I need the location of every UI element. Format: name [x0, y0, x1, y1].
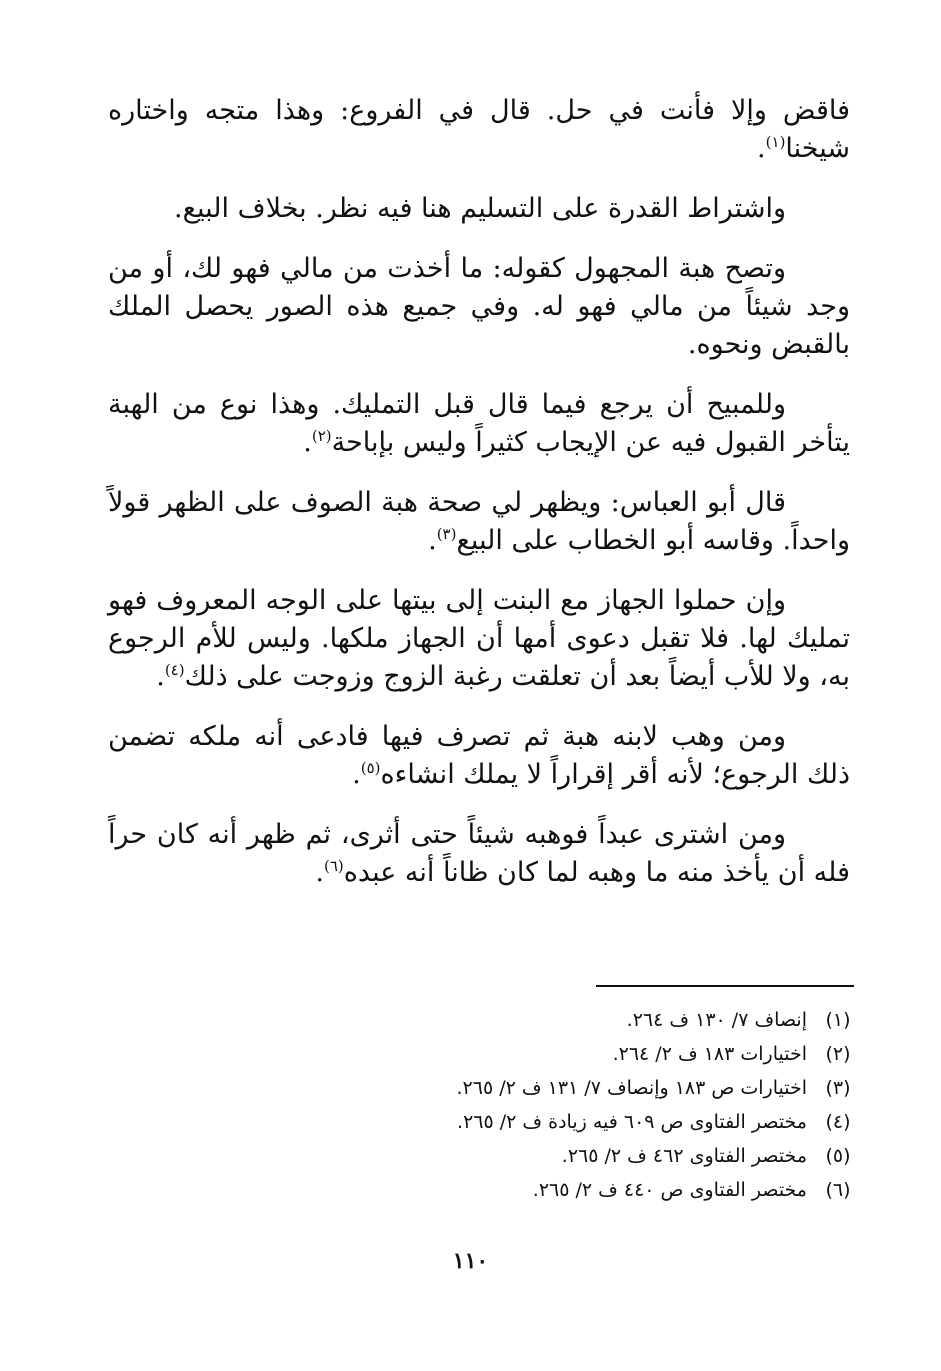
footnote-text: مختصر الفتاوى ٤٦٢ ف ٢/ ٢٦٥.	[561, 1145, 807, 1167]
paragraph-3: وتصح هبة المجهول كقوله: ما أخذت من مالي فهو لك، أو من وجد شيئاً من مالي فهو له. وفي جميع هذه الصور يحصل الملك بالقبض ونحوه.	[108, 253, 850, 360]
footnote-2	[295, 1037, 855, 1071]
footnote-ref-4: (٤)	[164, 661, 185, 679]
main-text	[108, 92, 850, 914]
footnote-text: اختيارات ص ١٨٣ وإنصاف ٧/ ١٣١ ف ٢/ ٢٦٥.	[456, 1077, 807, 1099]
footnote-text: مختصر الفتاوى ص ٦٠٩ فيه زيادة ف ٢/ ٢٦٥.	[457, 1111, 807, 1133]
footnote-3	[295, 1071, 855, 1105]
footnote-ref-3: (٣)	[436, 525, 457, 543]
footnote-text: اختيارات ١٨٣ ف ٢/ ٢٦٤.	[612, 1043, 807, 1065]
footnote-number: (٢)	[825, 1043, 851, 1065]
paragraph-4: وللمبيح أن يرجع فيما قال قبل التمليك. وهذا نوع من الهبة يتأخر القبول فيه عن الإيجاب كثيراً وليس بإباحة$^{(٢)}$.	[108, 389, 850, 458]
footnote-number: (٥)	[825, 1145, 851, 1167]
footnote-ref-1: (١)	[765, 133, 786, 151]
footnote-text: مختصر الفتاوى ص ٤٤٠ ف ٢/ ٢٦٥.	[532, 1179, 807, 1201]
paragraph-8: ومن اشترى عبداً فوهبه شيئاً حتى أثرى، ثم ظهر أنه كان حراً فله أن يأخذ منه ما وهبه لما كان ظاناً أنه عبده$^{(٦)}$.	[108, 819, 850, 888]
footnote-ref-5: (٥)	[360, 759, 381, 777]
footnote-number: (٤)	[825, 1111, 851, 1133]
page-number: ١١٠	[452, 1248, 489, 1274]
footnote-1	[295, 1003, 855, 1037]
footnote-ref-2: (٢)	[311, 427, 332, 445]
footnote-number: (١)	[825, 1009, 851, 1031]
footnote-ref-6: (٦)	[323, 857, 344, 875]
footnote-4	[295, 1105, 855, 1139]
footnote-6	[295, 1173, 855, 1207]
paragraph-2: واشتراط القدرة على التسليم هنا فيه نظر. بخلاف البيع.	[174, 193, 786, 224]
paragraph-5: قال أبو العباس: ويظهر لي صحة هبة الصوف على الظهر قولاً واحداً. وقاسه أبو الخطاب على البيع$^{(٣)}$.	[108, 487, 850, 556]
footnote-text: إنصاف ٧/ ١٣٠ ف ٢٦٤.	[626, 1009, 807, 1031]
paragraph-1: فاقض وإلا فأنت في حل. قال في الفروع: وهذا متجه واختاره شيخنا$^{(١)}$.	[108, 95, 850, 164]
footnote-number: (٣)	[825, 1077, 851, 1099]
paragraph-7: ومن وهب لابنه هبة ثم تصرف فيها فادعى أنه ملكه تضمن ذلك الرجوع؛ لأنه أقر إقراراً لا يملك انشاءه$^{(٥)}$.	[108, 721, 850, 790]
footnotes-list	[295, 1003, 855, 1207]
footnote-number: (٦)	[825, 1179, 851, 1201]
footnote-5	[295, 1139, 855, 1173]
paragraph-6: وإن حملوا الجهاز مع البنت إلى بيتها على الوجه المعروف فهو تمليك لها. فلا تقبل دعوى أمها أن الجهاز ملكها. وليس للأم الرجوع به، ولا للأب أيضاً بعد أن تعلقت رغبة الزوج وزوجت على ذلك$^{(٤)}$.	[108, 585, 851, 692]
footnote-separator	[596, 985, 854, 987]
